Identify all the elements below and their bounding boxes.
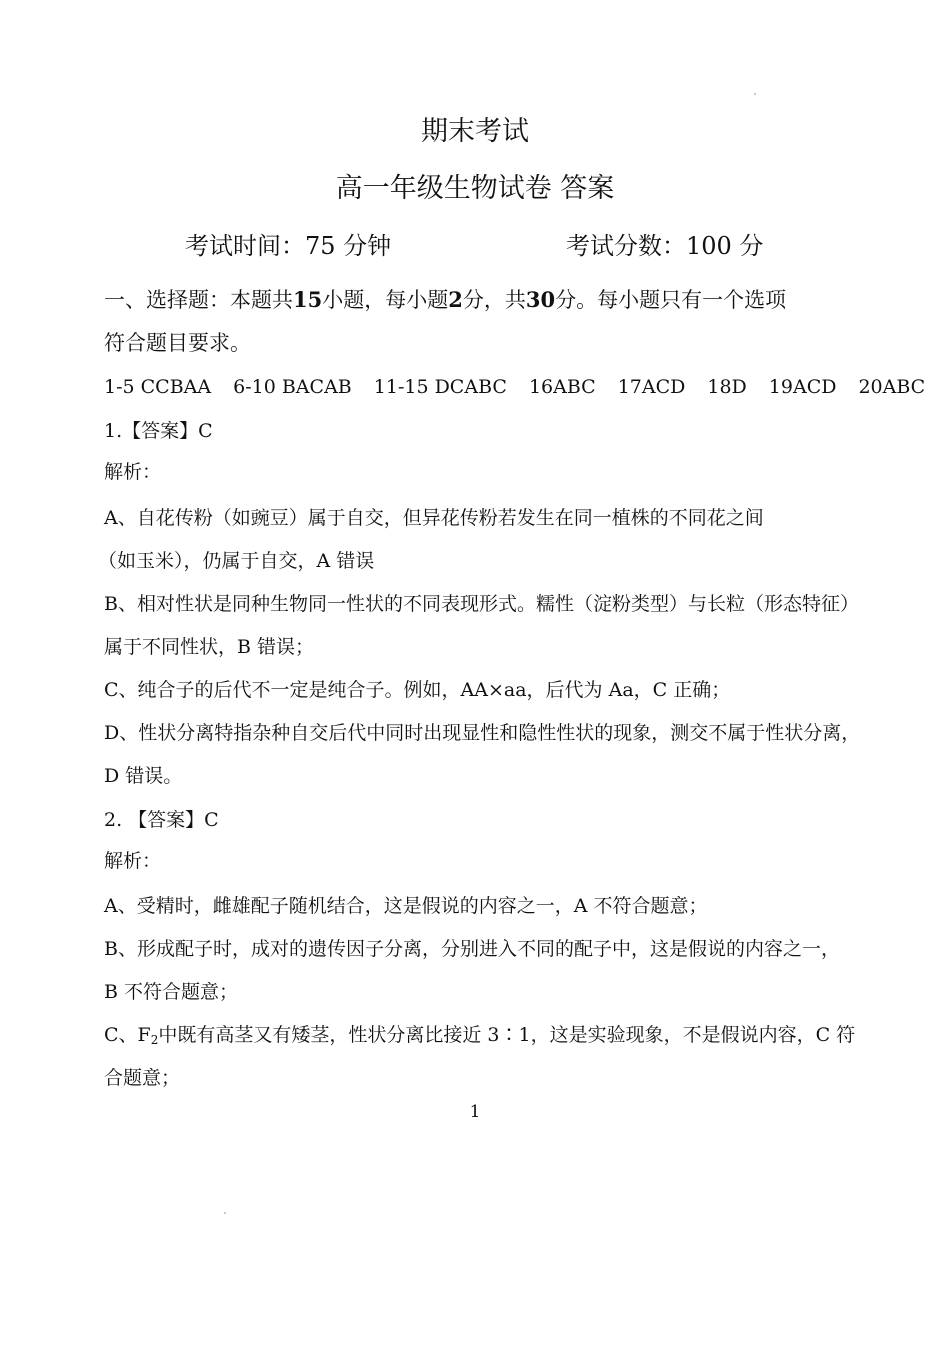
q2-option-b: B、形成配子时，成对的遗传因子分离，分别进入不同的配子中，这是假说的内容之一， <box>104 938 840 960</box>
answer-key-row <box>104 375 925 399</box>
section-text: 分。每小题只有一个选项 <box>555 288 787 312</box>
page-number: 1 <box>469 1102 481 1122</box>
q1-answer: 1.【答案】C <box>104 420 213 442</box>
q2-option-b-cont: B 不符合题意； <box>104 981 239 1003</box>
q1-analysis-label: 解析： <box>104 461 162 483</box>
q1-option-d: D、性状分离特指杂种自交后代中同时出现显性和隐性性状的现象，测交不属于性状分离， <box>104 722 861 744</box>
answer-key: 16ABC <box>528 376 596 398</box>
exam-score: 考试分数：100 分 <box>566 232 764 260</box>
doc-title: 期末考试 <box>421 116 529 147</box>
answer-key: 11-15 DCABC <box>373 376 507 398</box>
section-total: 30 <box>525 287 556 312</box>
q2-option-c-text: 中既有高茎又有矮茎，性状分离比接近 3∶1，这是实验现象，不是假说内容，C 符 <box>158 1024 856 1046</box>
section-text: 分，共 <box>462 288 526 312</box>
scan-speck <box>754 93 756 95</box>
section-points: 2 <box>448 287 463 312</box>
q1-option-b: B、相对性状是同种生物同一性状的不同表现形式。糯性（淀粉类型）与长粒（形态特征） <box>104 593 859 615</box>
section-count: 15 <box>293 287 323 312</box>
answer-key: 6-10 BACAB <box>233 376 352 398</box>
section-text: 一、选择题：本题共 <box>104 288 293 312</box>
answer-key: 18D <box>707 376 747 398</box>
doc-subtitle: 高一年级生物试卷 答案 <box>335 173 615 204</box>
scan-speck <box>224 1212 226 1214</box>
section-text: 小题，每小题 <box>322 288 449 312</box>
q1-option-a: A、自花传粉（如豌豆）属于自交，但异花传粉若发生在同一植株的不同花之间 <box>104 507 764 529</box>
q2-answer: 2. 【答案】C <box>104 809 219 831</box>
answer-key: 20ABC <box>858 376 926 398</box>
section-heading-cont: 符合题目要求。 <box>104 331 251 355</box>
q1-option-c: C、纯合子的后代不一定是纯合子。例如，AA×aa，后代为 Aa，C 正确； <box>104 679 731 701</box>
answer-key: 1-5 CCBAA <box>104 376 212 398</box>
q2-option-c-text: C、F <box>104 1024 151 1046</box>
q2-option-a: A、受精时，雌雄配子随机结合，这是假说的内容之一，A 不符合题意； <box>104 895 708 917</box>
q1-option-a-cont: （如玉米），仍属于自交，A 错误 <box>98 550 375 572</box>
q2-option-c-cont: 合题意； <box>104 1067 181 1089</box>
section-heading <box>104 287 786 313</box>
q2-analysis-label: 解析： <box>104 850 162 872</box>
q1-option-d-cont: D 错误。 <box>104 765 183 787</box>
q1-option-b-cont: 属于不同性状，B 错误； <box>104 636 315 658</box>
q2-option-c <box>104 1023 855 1047</box>
q2-option-c-subscript: 2 <box>150 1033 159 1047</box>
answer-key: 17ACD <box>617 376 686 398</box>
exam-time: 考试时间：75 分钟 <box>185 232 392 260</box>
answer-key: 19ACD <box>768 376 837 398</box>
